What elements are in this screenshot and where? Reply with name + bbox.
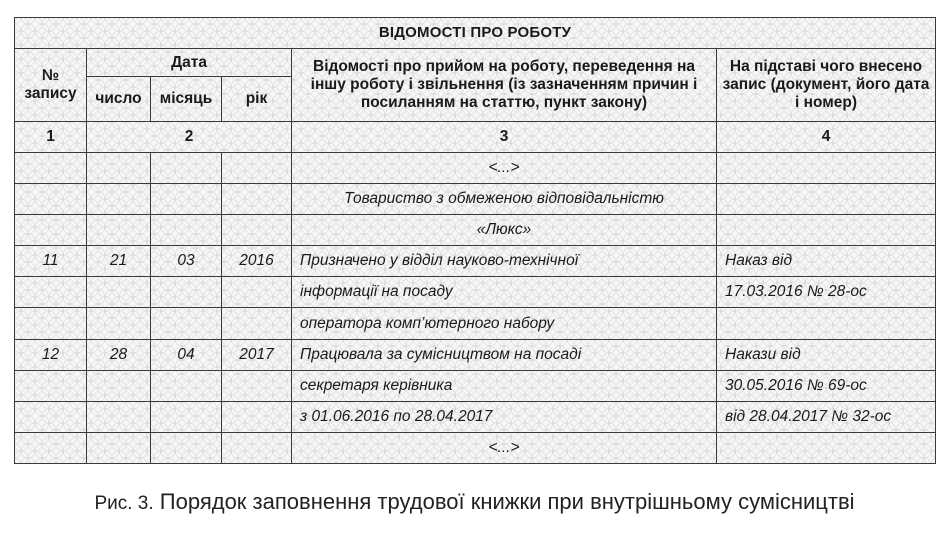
table-row xyxy=(15,370,936,401)
year-cell: 2017 xyxy=(222,339,292,370)
table-row xyxy=(15,339,936,370)
day-cell xyxy=(87,432,151,463)
record-number-cell xyxy=(15,401,87,432)
caption-prefix: Рис. 3. xyxy=(94,493,154,514)
record-number-cell: 11 xyxy=(15,246,87,277)
table-row xyxy=(15,277,936,308)
day-cell: 28 xyxy=(87,339,151,370)
year-cell xyxy=(222,277,292,308)
record-number-cell xyxy=(15,277,87,308)
table-row xyxy=(15,215,936,246)
table-row xyxy=(15,308,936,339)
day-cell xyxy=(87,153,151,184)
basis-cell: 17.03.2016 № 28-ос xyxy=(717,277,936,308)
month-cell xyxy=(151,277,222,308)
month-cell xyxy=(151,215,222,246)
year-cell xyxy=(222,153,292,184)
table-row xyxy=(15,184,936,215)
record-number-cell xyxy=(15,370,87,401)
table-row xyxy=(15,401,936,432)
basis-cell xyxy=(717,184,936,215)
record-number-cell xyxy=(15,153,87,184)
info-cell: <...> xyxy=(292,432,717,463)
month-cell: 03 xyxy=(151,246,222,277)
basis-cell xyxy=(717,215,936,246)
month-cell xyxy=(151,308,222,339)
header-month: місяць xyxy=(151,77,222,122)
month-cell xyxy=(151,401,222,432)
info-cell: з 01.06.2016 по 28.04.2017 xyxy=(292,401,717,432)
year-cell xyxy=(222,370,292,401)
record-number-cell xyxy=(15,215,87,246)
day-cell xyxy=(87,308,151,339)
basis-cell: Наказ від xyxy=(717,246,936,277)
basis-cell: Накази від xyxy=(717,339,936,370)
year-cell xyxy=(222,432,292,463)
basis-cell xyxy=(717,308,936,339)
month-cell xyxy=(151,153,222,184)
record-number-cell xyxy=(15,184,87,215)
day-cell xyxy=(87,401,151,432)
month-cell: 04 xyxy=(151,339,222,370)
day-cell xyxy=(87,184,151,215)
month-cell xyxy=(151,184,222,215)
table-row xyxy=(15,432,936,463)
column-number: 4 xyxy=(717,122,936,153)
info-cell: інформації на посаду xyxy=(292,277,717,308)
work-record-table xyxy=(14,17,936,464)
basis-cell xyxy=(717,153,936,184)
info-cell: <...> xyxy=(292,153,717,184)
info-cell: оператора комп’ютерного набору xyxy=(292,308,717,339)
header-date: Дата xyxy=(87,49,292,77)
column-number: 3 xyxy=(292,122,717,153)
record-number-cell xyxy=(15,432,87,463)
table-row xyxy=(15,246,936,277)
header-year: рік xyxy=(222,77,292,122)
day-cell: 21 xyxy=(87,246,151,277)
record-number-cell: 12 xyxy=(15,339,87,370)
work-record-table-wrap xyxy=(14,17,935,464)
year-cell: 2016 xyxy=(222,246,292,277)
info-cell: Працювала за сумісництвом на посаді xyxy=(292,339,717,370)
year-cell xyxy=(222,215,292,246)
table-title: ВІДОМОСТІ ПРО РОБОТУ xyxy=(15,18,936,49)
header-info: Відомості про прийом на роботу, переведення на іншу роботу і звільнення (із зазначенням причин і посиланням на статтю, пункт закону) xyxy=(292,49,717,122)
basis-cell: 30.05.2016 № 69-ос xyxy=(717,370,936,401)
column-number-row xyxy=(15,122,936,153)
record-number-cell xyxy=(15,308,87,339)
day-cell xyxy=(87,370,151,401)
year-cell xyxy=(222,184,292,215)
caption-text: Порядок заповнення трудової книжки при внутрішньому сумісництві xyxy=(159,489,855,514)
day-cell xyxy=(87,215,151,246)
month-cell xyxy=(151,370,222,401)
day-cell xyxy=(87,277,151,308)
info-cell: Товариство з обмеженою відповідальністю xyxy=(292,184,717,215)
info-cell: «Люкс» xyxy=(292,215,717,246)
info-cell: Призначено у відділ науково-технічної xyxy=(292,246,717,277)
column-number: 1 xyxy=(15,122,87,153)
header-day: число xyxy=(87,77,151,122)
table-row xyxy=(15,153,936,184)
header-record-no: № запису xyxy=(15,49,87,122)
basis-cell xyxy=(717,432,936,463)
year-cell xyxy=(222,308,292,339)
year-cell xyxy=(222,401,292,432)
column-number: 2 xyxy=(87,122,292,153)
basis-cell: від 28.04.2017 № 32-ос xyxy=(717,401,936,432)
header-basis: На підставі чого внесено запис (документ, його дата і номер) xyxy=(717,49,936,122)
month-cell xyxy=(151,432,222,463)
info-cell: секретаря керівника xyxy=(292,370,717,401)
figure-caption xyxy=(0,489,949,515)
